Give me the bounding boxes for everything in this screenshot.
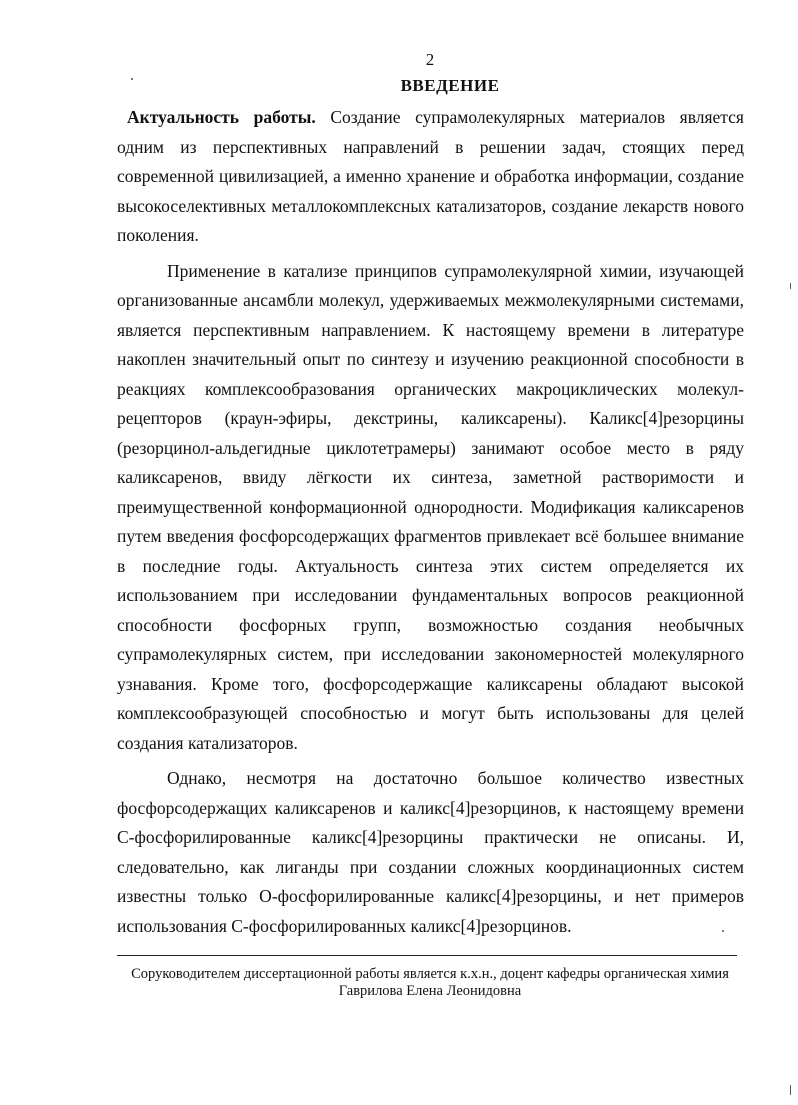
- paragraph-text: Создание супрамолекулярных материалов является одним из перспективных направлений в решении задач, стоящих перед современной цивилизацией, а именно хранение и обработка информации, создание высокоселективных металлокомплексных катализаторов, создание лекарств нового поколения.: [117, 107, 744, 245]
- footnote-line-1: Соруководителем диссертационной работы является к.х.н., доцент кафедры органическая химия: [131, 966, 729, 982]
- scan-speck: [790, 1085, 791, 1095]
- footnote: [110, 966, 750, 1000]
- paragraph-however: Однако, несмотря на достаточно большое количество известных фосфорсодержащих каликсаренов и каликс[4]резорцинов, к настоящему времени С-фосфорилированные каликс[4]резорцины практически не описаны. И, следовательно, как лиганды при создании сложных координационных систем известны только О-фосфорилированные каликс[4]резорцины, и нет примеров использования С-фосфорилированных каликс[4]резорцинов.: [117, 768, 744, 936]
- footnote-line-2: Гаврилова Елена Леонидовна: [338, 983, 522, 999]
- scan-speck: [790, 283, 791, 289]
- paragraph-lead: Актуальность работы.: [127, 107, 316, 127]
- footnote-divider: [117, 955, 737, 956]
- body-text: [117, 103, 744, 941]
- paragraph-catalysis: Применение в катализе принципов супрамолекулярной химии, изучающей организованные ансамбли молекул, удерживаемых межмолекулярными системами, является перспективным направлением. К настоящему времени в литературе накоплен значительный опыт по синтезу и изучению реакционной способности в реакциях комплексообразования органических макроциклических молекул-рецепторов (краун-эфиры, декстрины, каликсарены). Каликс[4]резорцины (резорцинол-альдегидные циклотетрамеры) занимают особое место в ряду каликсаренов, ввиду лёгкости их синтеза, заметной растворимости и преимущественной конформационной однородности. Модификация каликсаренов путем введения фосфорсодержащих фрагментов привлекает всё большее внимание в последние годы. Актуальность синтеза этих систем определяется их использованием при исследовании фундаментальных вопросов реакционной способности фосфорных групп, возможностью создания необычных супрамолекулярных систем, при исследовании закономерностей молекулярного узнавания. Кроме того, фосфорсодержащие каликсарены обладают высокой комплексообразующей способностью и могут быть использованы для целей создания катализаторов.: [117, 260, 744, 753]
- scan-speck: [131, 78, 133, 80]
- section-title: ВВЕДЕНИЕ: [400, 76, 500, 95]
- page-number: 2: [425, 50, 435, 69]
- paragraph-relevance: [117, 103, 744, 251]
- scan-speck: [722, 930, 724, 932]
